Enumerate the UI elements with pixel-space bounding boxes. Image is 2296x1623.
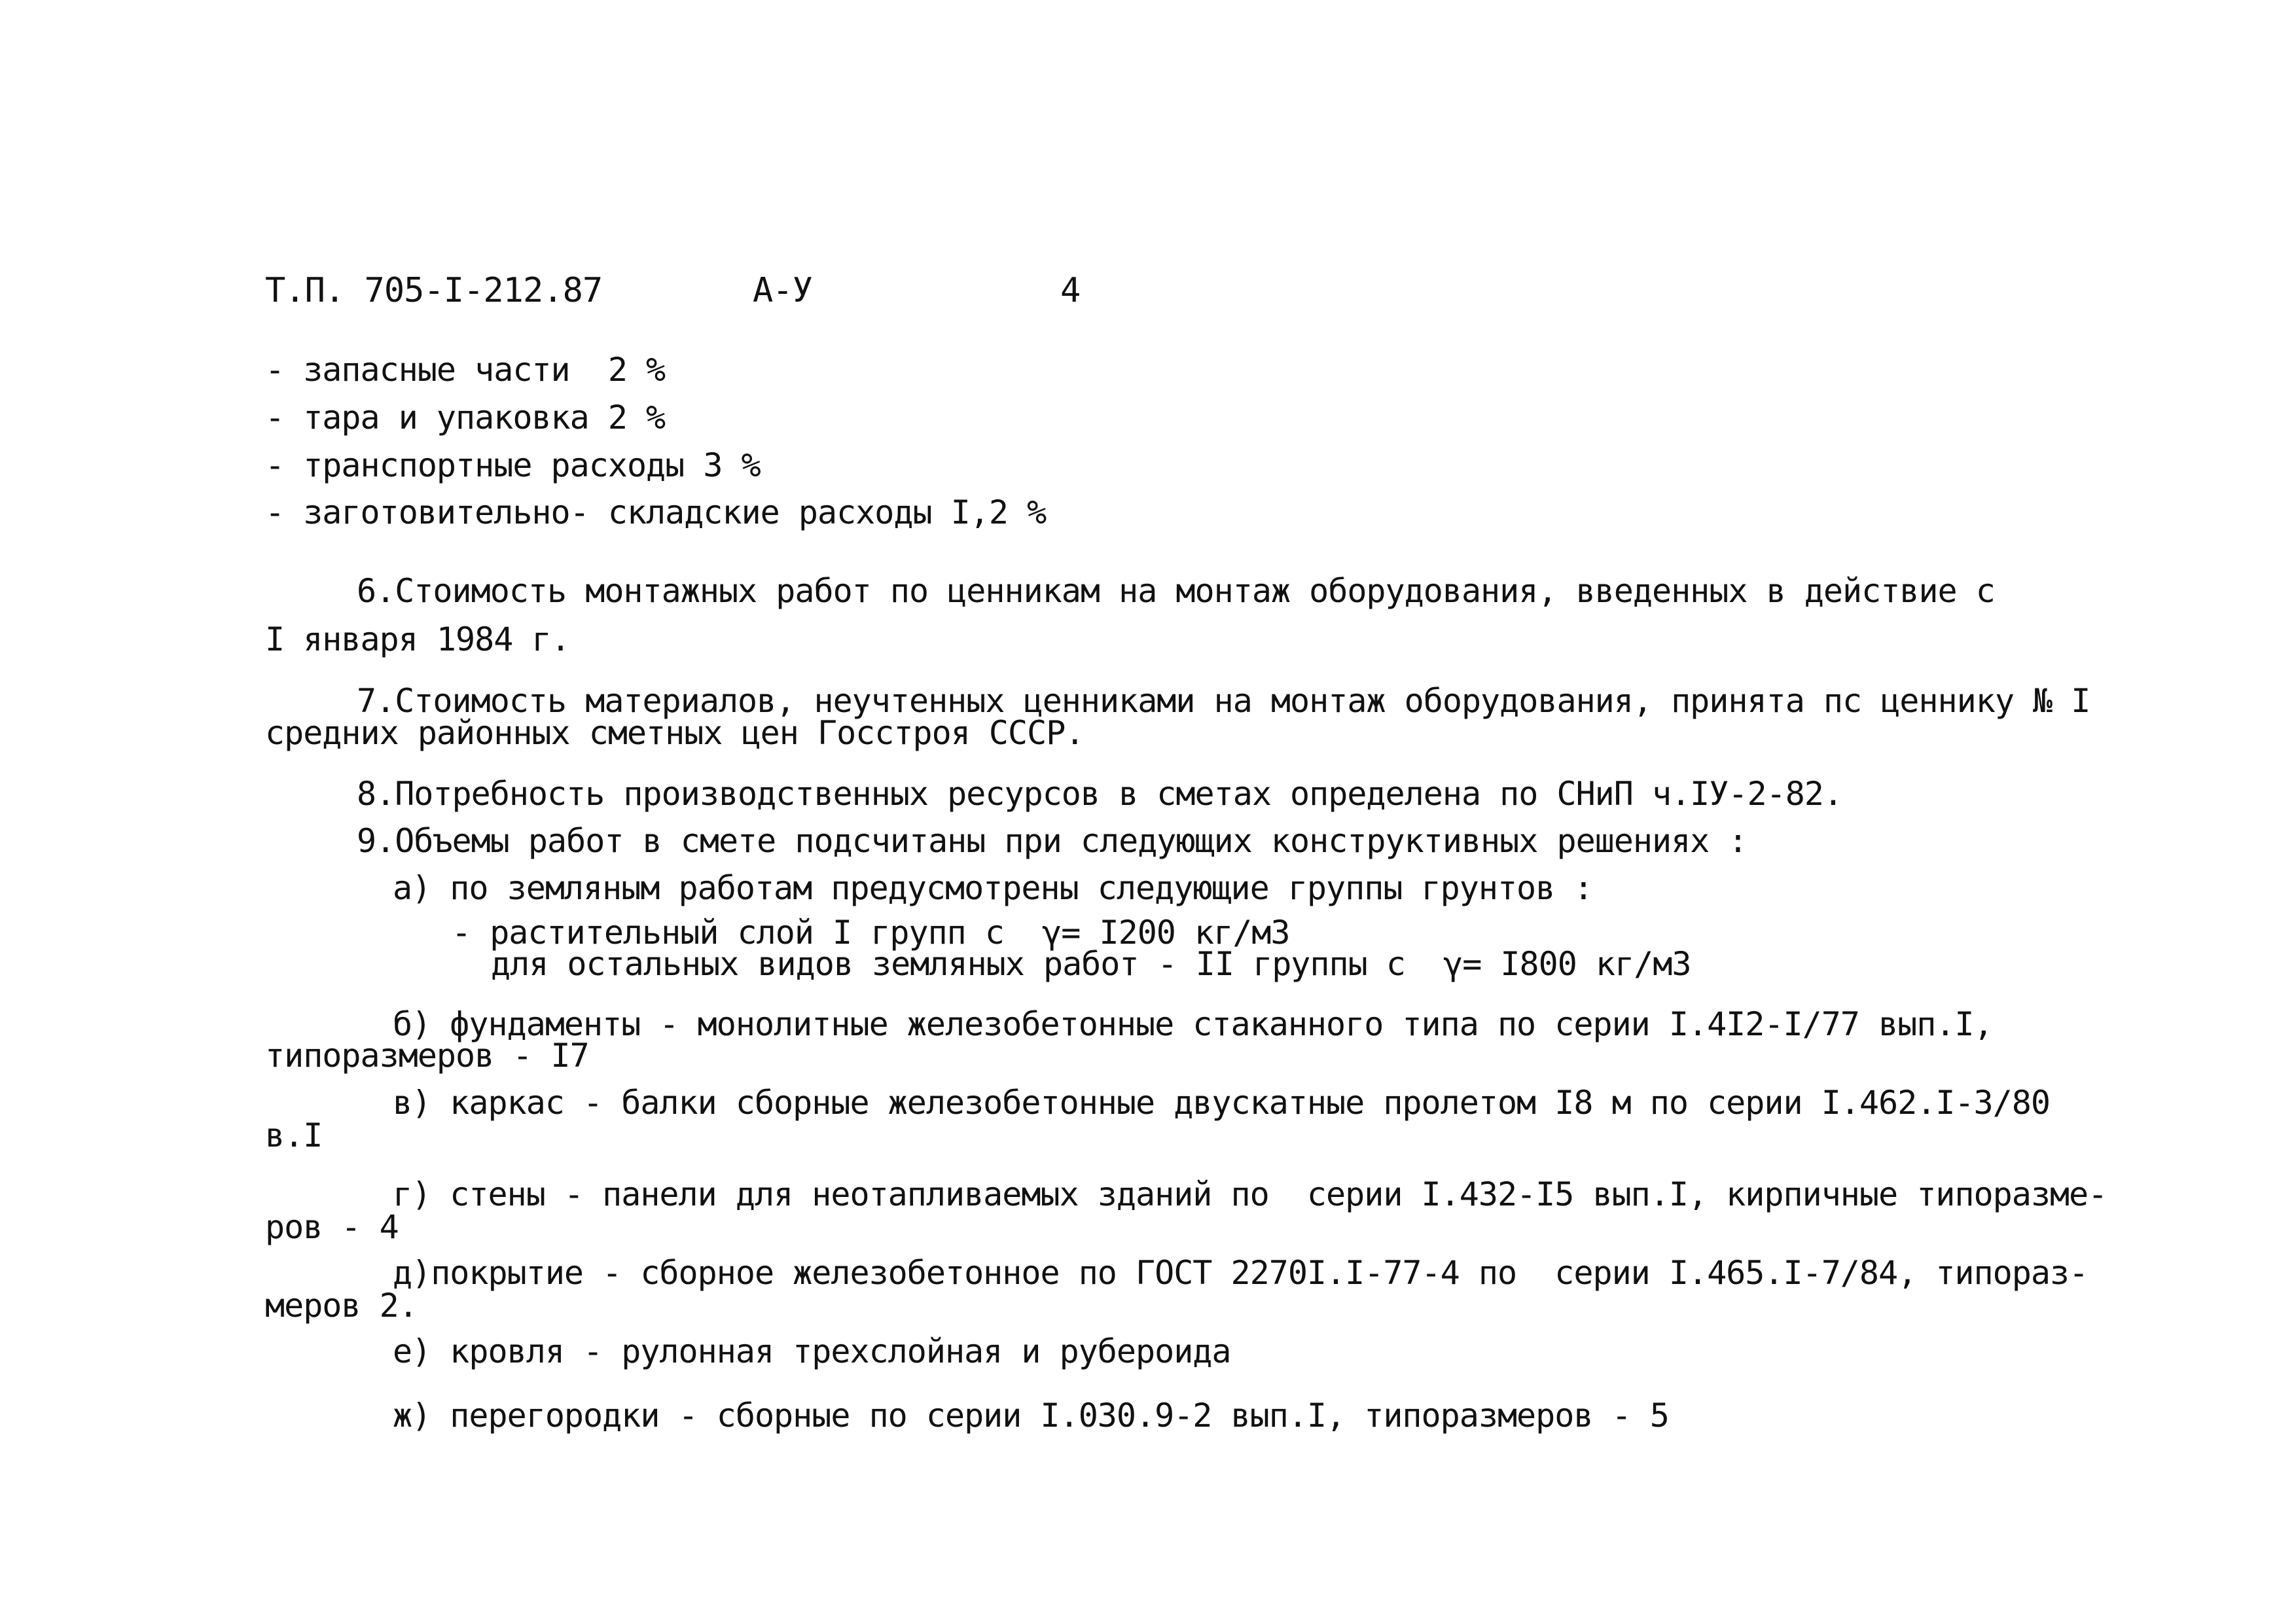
page-number: 4: [1060, 271, 1081, 310]
sub-a-line-2: - растительный слой I групп с γ= I200 кг/м3: [452, 914, 1290, 952]
sub-g-line-2: ров - 4: [265, 1208, 399, 1246]
sub-v-line-1: в) каркас - балки сборные железобетонные двускатные пролетом I8 м по серии I.462.I-3/80: [393, 1084, 2050, 1122]
cost-item-transport: - транспортные расходы 3 %: [265, 446, 761, 484]
item-6-line-2: I января 1984 г.: [265, 620, 570, 658]
sub-d-line-2: меров 2.: [265, 1287, 418, 1325]
item-9: 9.Объемы работ в смете подсчитаны при следующих конструктивных решениях :: [357, 822, 1748, 860]
item-7-line-1: 7.Стоимость материалов, неучтенных ценниками на монтаж оборудования, принята пс ценнику № I: [357, 682, 2090, 720]
doc-number: Т.П. 705-I-212.87: [265, 271, 603, 310]
cost-item-warehouse: - заготовительно- складские расходы I,2 %: [265, 493, 1047, 531]
item-6-line-1: 6.Стоимость монтажных работ по ценникам на монтаж оборудования, введенных в действие с: [357, 572, 1995, 610]
sub-e: е) кровля - рулонная трехслойная и рубероида: [393, 1332, 1231, 1370]
cost-item-spare-parts: - запасные части 2 %: [265, 351, 666, 389]
sub-g-line-1: г) стены - панели для неотапливаемых зданий по серии I.432-I5 вып.I, кирпичные типоразме-: [393, 1175, 2108, 1213]
sub-b-line-2: типоразмеров - I7: [265, 1037, 589, 1075]
sub-b-line-1: б) фундаменты - монолитные железобетонные стаканного типа по серии I.4I2-I/77 вып.I,: [393, 1005, 1993, 1043]
sub-d-line-1: д)покрытие - сборное железобетонное по ГОСТ 2270I.I-77-4 по серии I.465.I-7/84, типораз-: [393, 1254, 2089, 1292]
sub-zh: ж) перегородки - сборные по серии I.030.9-2 вып.I, типоразмеров - 5: [393, 1397, 1669, 1435]
sub-a-line-1: а) по земляным работам предусмотрены следующие группы грунтов :: [393, 869, 1593, 907]
sub-v-line-2: в.I: [265, 1116, 323, 1154]
cost-item-packaging: - тара и упаковка 2 %: [265, 399, 666, 437]
item-7-line-2: средних районных сметных цен Госстроя СССР.: [265, 714, 1085, 752]
item-8: 8.Потребность производственных ресурсов в сметах определена по СНиП ч.IУ-2-82.: [357, 775, 1842, 813]
sub-a-line-3: для остальных видов земляных работ - II группы с γ= I800 кг/м3: [491, 945, 1691, 983]
doc-section: А-У: [753, 271, 812, 310]
